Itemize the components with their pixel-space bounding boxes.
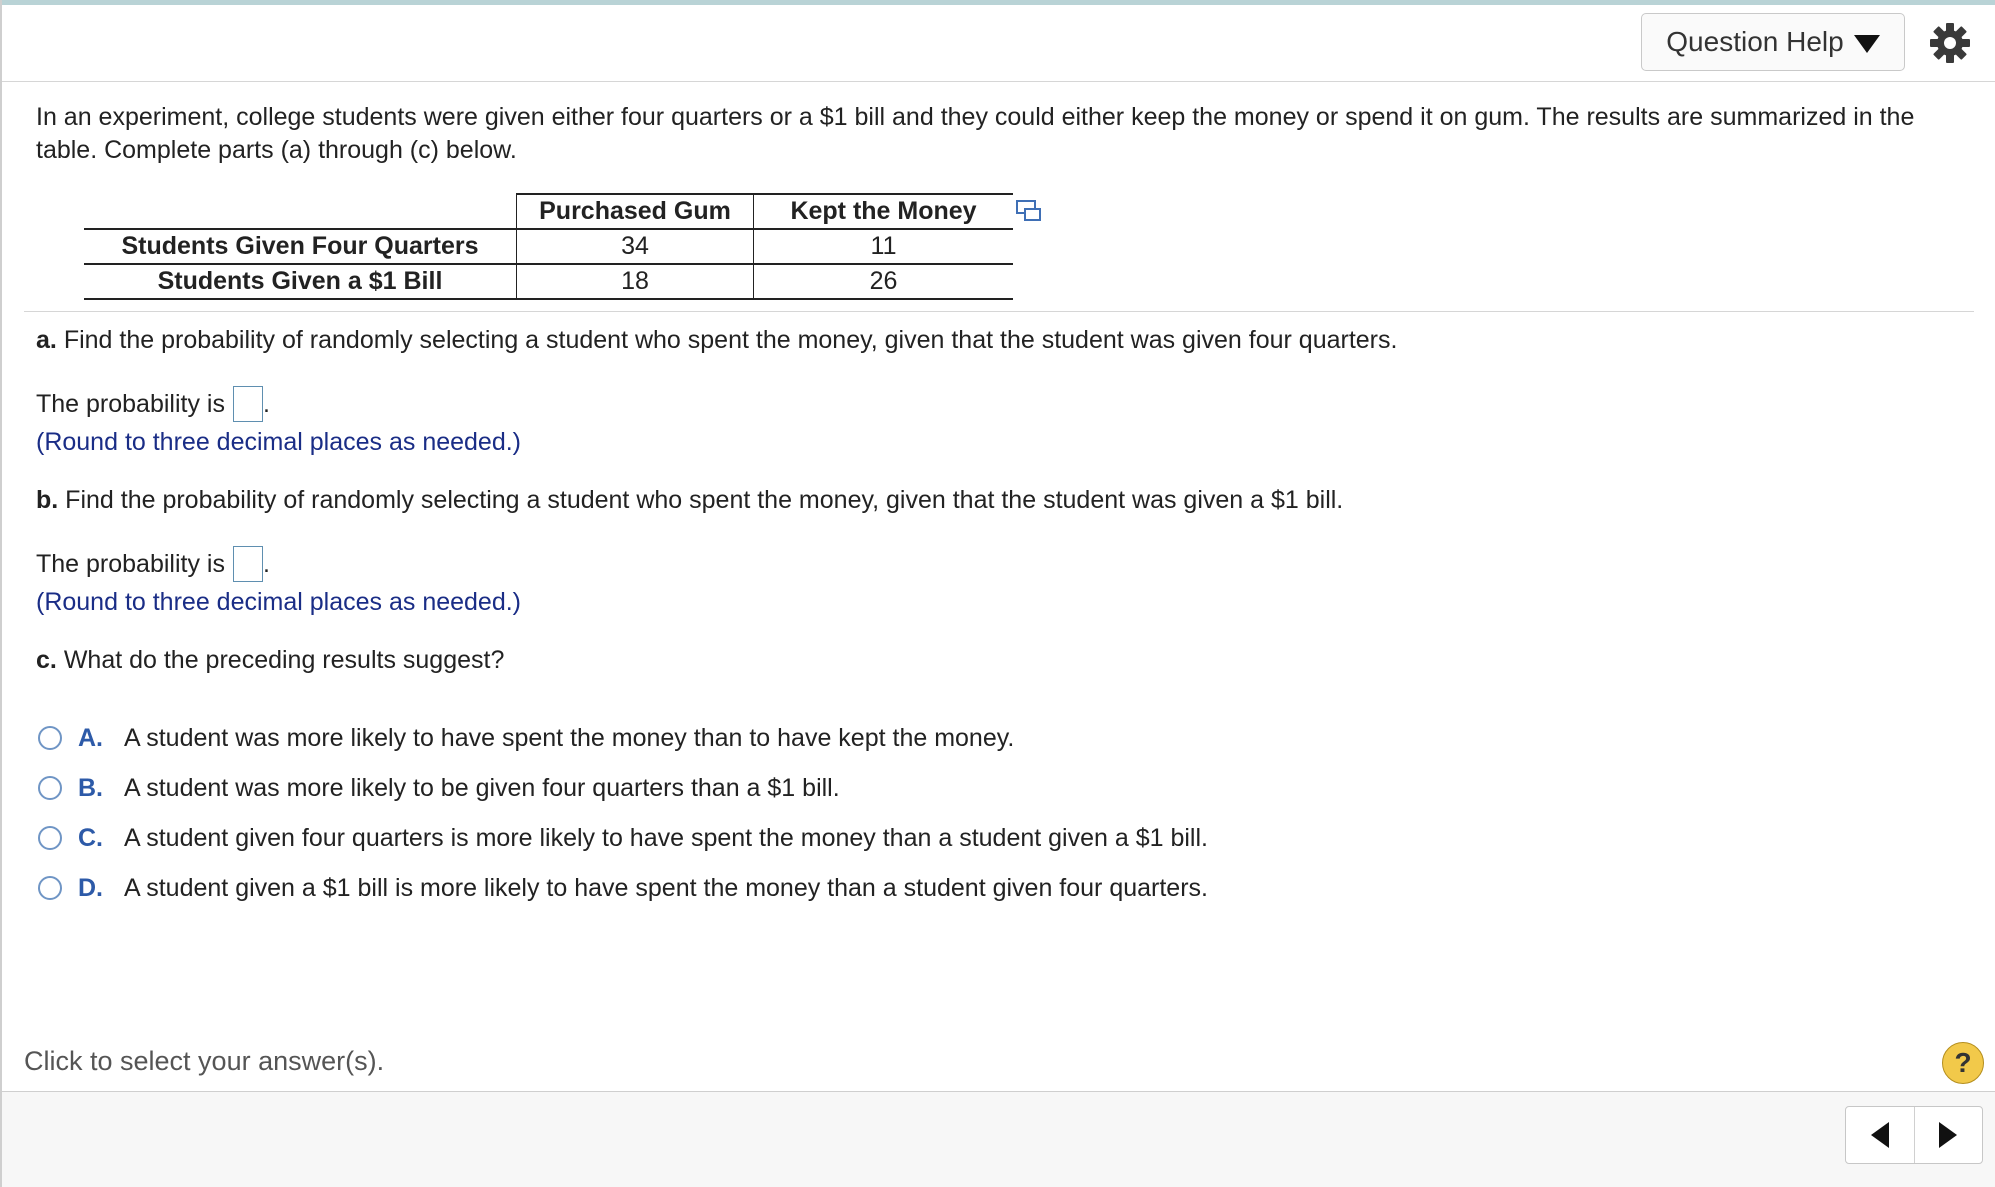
table-row [84, 264, 1013, 299]
copy-table-icon[interactable] [1016, 200, 1042, 222]
section-divider [24, 311, 1974, 312]
table-cell: 11 [754, 229, 1014, 264]
option-c[interactable] [38, 820, 1208, 856]
option-c-letter: C. [78, 823, 103, 852]
table-cell: 26 [754, 264, 1014, 299]
previous-question-button[interactable] [1846, 1107, 1914, 1163]
arrow-left-icon [1871, 1122, 1889, 1148]
part-b-text: Find the probability of randomly selecting a student who spent the money, given that the student was given a $1 bill. [65, 486, 1344, 514]
radio-option-a[interactable] [38, 726, 62, 750]
radio-option-c[interactable] [38, 826, 62, 850]
option-b[interactable] [38, 770, 840, 806]
option-d[interactable] [38, 870, 1208, 906]
radio-option-b[interactable] [38, 776, 62, 800]
part-a-answer-suffix: . [262, 390, 270, 418]
part-b-answer-input[interactable] [233, 546, 263, 582]
table-row [84, 229, 1013, 264]
table-header-row [84, 194, 1013, 229]
row-label-four-quarters: Students Given Four Quarters [84, 229, 517, 264]
option-a-text: A student was more likely to have spent the money than to have kept the money. [124, 723, 1015, 752]
part-b-answer-suffix: . [262, 550, 270, 578]
part-a-text: Find the probability of randomly selecting a student who spent the money, given that the student was given four quarters. [63, 326, 1398, 354]
gear-icon[interactable] [1928, 21, 1972, 65]
part-a-answer-line [36, 386, 270, 422]
row-label-dollar-bill: Students Given a $1 Bill [84, 264, 517, 299]
option-a-letter: A. [78, 723, 103, 752]
part-c-letter: c. [36, 646, 57, 674]
part-b-rounding-note: (Round to three decimal places as needed.) [36, 588, 522, 616]
question-nav [1845, 1106, 1983, 1164]
option-a[interactable] [38, 720, 1014, 756]
part-a-answer-prefix: The probability is [36, 390, 225, 418]
part-a-question [36, 324, 1397, 356]
next-question-button[interactable] [1914, 1107, 1983, 1163]
help-question-icon[interactable]: ? [1942, 1042, 1984, 1084]
question-help-label: Question Help [1666, 26, 1844, 57]
arrow-right-icon [1939, 1122, 1957, 1148]
part-c-text: What do the preceding results suggest? [63, 646, 505, 674]
part-b-letter: b. [36, 486, 59, 514]
part-b-answer-line [36, 546, 270, 582]
header-bar [2, 5, 1995, 82]
part-c-question [36, 644, 504, 676]
part-b-question [36, 484, 1343, 516]
table-cell: 34 [517, 229, 754, 264]
bottom-nav-bar [2, 1092, 1995, 1187]
option-b-letter: B. [78, 773, 103, 802]
option-b-text: A student was more likely to be given four quarters than a $1 bill. [124, 773, 840, 802]
answer-status-text: Click to select your answer(s). [24, 1046, 385, 1076]
column-header-kept-money: Kept the Money [754, 194, 1014, 229]
table-cell: 18 [517, 264, 754, 299]
caret-down-icon [1854, 35, 1880, 53]
column-header-purchased-gum: Purchased Gum [517, 194, 754, 229]
option-d-text: A student given a $1 bill is more likely to have spent the money than a student given four quarters. [124, 873, 1208, 902]
part-a-letter: a. [36, 326, 57, 354]
radio-option-d[interactable] [38, 876, 62, 900]
part-a-answer-input[interactable] [233, 386, 263, 422]
part-b-answer-prefix: The probability is [36, 550, 225, 578]
part-a-rounding-note: (Round to three decimal places as needed.) [36, 428, 522, 456]
question-help-button[interactable] [1641, 13, 1905, 71]
problem-intro: In an experiment, college students were given either four quarters or a $1 bill and they could either keep the money or spend it on gum. The results are summarized in the table. Complete parts (a) through (c) below. [36, 103, 1915, 164]
option-c-text: A student given four quarters is more likely to have spent the money than a student given a $1 bill. [124, 823, 1208, 852]
table-corner-cell [84, 194, 517, 229]
data-table [84, 193, 1013, 300]
option-d-letter: D. [78, 873, 103, 902]
